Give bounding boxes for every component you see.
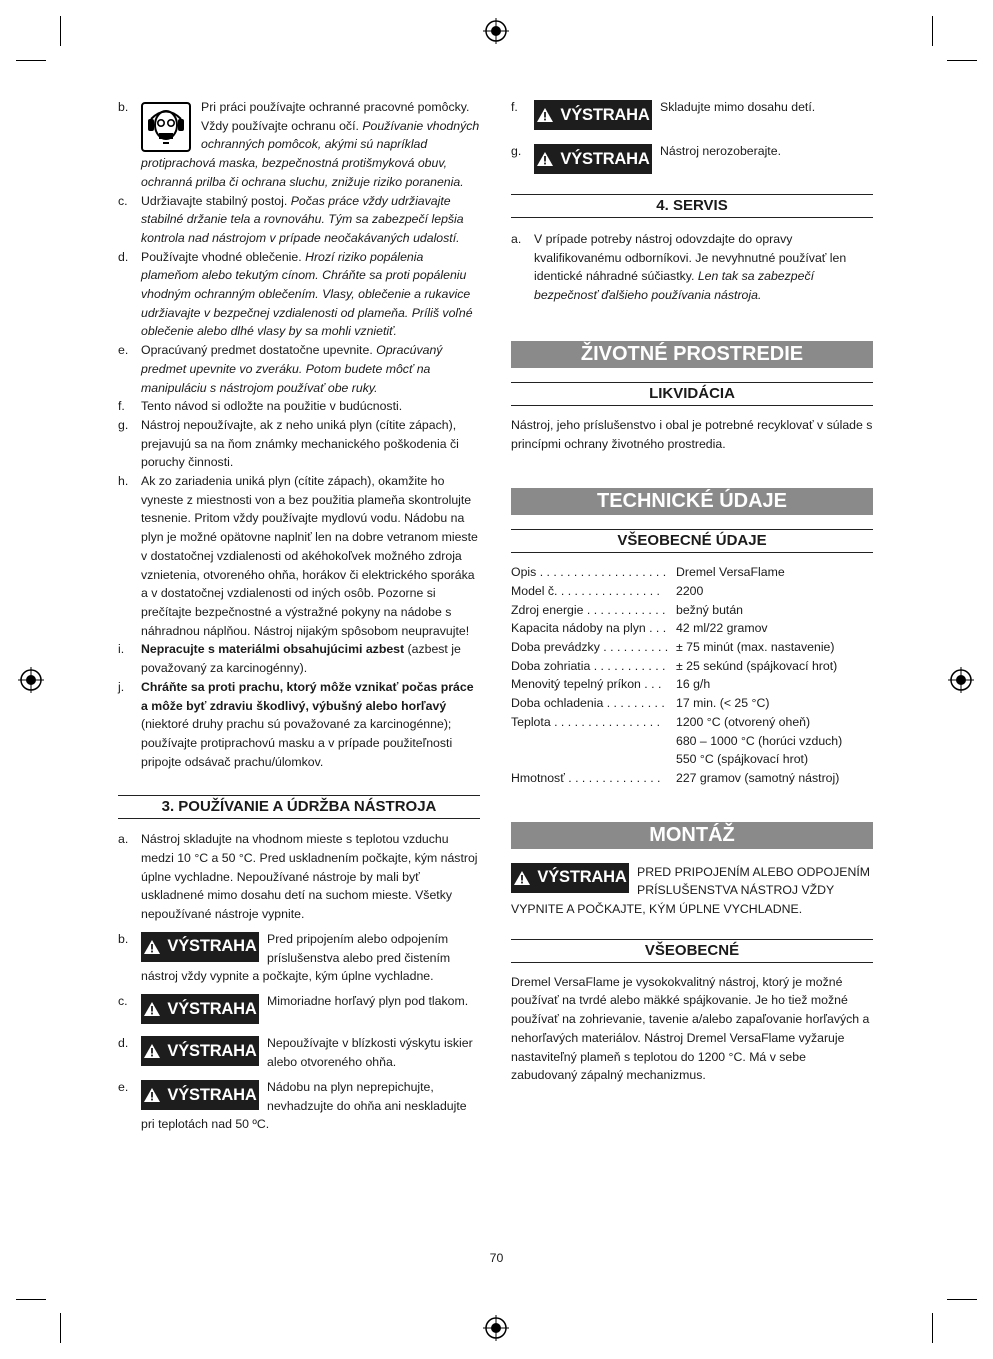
warning-label [141, 1080, 259, 1110]
item-text [534, 230, 873, 305]
text-run-italic: Hrozí riziko popálenia plameňom alebo tekutým cínom. Chráňte sa proti popáleniu vhodným ochranným oblečením. Vlasy, oblečenie a rukavice udržiavajte v bezpečnej vzdialenosti od plameňa. Príliš voľné oblečenie alebo dlhé vlasy by sa mohli vznietiť. [141, 249, 473, 339]
spec-key [511, 732, 676, 751]
item-text [141, 678, 480, 772]
section-heading: VŠEOBECNÉ [511, 939, 873, 963]
text-run: Používajte vhodné oblečenie. [141, 249, 306, 264]
list-item [118, 397, 480, 416]
warning-triangle-icon [143, 1087, 161, 1103]
item-text [141, 341, 480, 397]
spec-value: bežný bután [676, 602, 744, 617]
protective-equipment-icon [141, 102, 191, 152]
registration-mark-icon [483, 18, 509, 44]
crop-mark [947, 1299, 977, 1300]
list-item [118, 192, 480, 248]
warning-item [118, 992, 480, 1028]
text-run: V prípade potreby nástroj odovzdajte do opravy kvalifikovanému odborníkovi. Je nevyhnutné používať len identické náhradné súčiastky. [534, 232, 847, 284]
warning-item [511, 98, 873, 136]
assembly-warning-text: PRED PRIPOJENÍM ALEBO ODPOJENÍM PRÍSLUŠENSTVA NÁSTROJ VŽDY VYPNITE A POČKAJTE, KÝM ÚPLNE VYCHLADNE. [511, 864, 871, 917]
crop-mark [932, 1313, 933, 1343]
spec-key: Teplota . . . . . . . . . . . . . . . . [511, 714, 660, 729]
warning-label [141, 1036, 259, 1066]
list-letter: e. [118, 343, 129, 358]
item-text [141, 640, 480, 677]
warning-label [141, 994, 259, 1024]
list-letter: c. [118, 193, 128, 208]
spec-row [511, 675, 873, 694]
item-text: Nástroj skladujte na vhodnom mieste s teplotou vzduchu medzi 10 °C a 50 °C. Pred uskladnením počkajte, kým nástroj úplne vychladne. Nepoužívané nástroje by mali byť uskladnené mimo dosahu detí na suchom mieste. Všetky nepoužívané nástroje vypnite. [141, 832, 478, 922]
spec-row [511, 582, 873, 601]
list-letter: d. [118, 249, 129, 264]
list-letter: d. [118, 1035, 129, 1050]
spec-key: Model č. . . . . . . . . . . . . . . . [511, 583, 660, 598]
list-letter: j. [118, 679, 125, 694]
spec-row [511, 769, 873, 788]
registration-mark-icon [948, 667, 974, 693]
item-text [141, 472, 480, 640]
spec-value: 17 min. (< 25 °C) [676, 696, 770, 711]
text-run: Opracúvaný predmet dostatočne upevnite. [141, 343, 377, 358]
spec-value: 227 gramov (samotný nástroj) [676, 770, 840, 785]
text-run: (azbest je považovaný za karcinogénny). [141, 642, 461, 676]
section-heading: 4. SERVIS [511, 194, 873, 218]
warning-label-text: VÝSTRAHA [560, 149, 650, 168]
spec-row [511, 619, 873, 638]
list-item [118, 640, 480, 677]
left-column [118, 98, 480, 1134]
list-item [118, 472, 480, 640]
spec-value: 2200 [676, 583, 704, 598]
general-text: Dremel VersaFlame je vysokokvalitný nástroj, ktorý je možné používať na tvrdé alebo mäkké spájkovanie. Je ho tiež možné používať na zohrievanie, tavenie a/alebo zapaľovanie horľavých a nehorľavých materiálov. Nástroj Dremel VersaFlame vyžaruje nastaviteľný plameň s teplotou do 1200 °C. Má v sebe zabudovaný zápalný mechanizmus. [511, 974, 870, 1083]
warning-triangle-icon [143, 1043, 161, 1059]
warning-label-text: VÝSTRAHA [167, 1041, 257, 1060]
spec-key: Doba prevádzky . . . . . . . . . . [511, 640, 669, 655]
spec-value: 550 °C (spájkovací hrot) [676, 752, 809, 767]
spec-value: 42 ml/22 gramov [676, 621, 768, 636]
crop-mark [947, 60, 977, 61]
warning-item [118, 930, 480, 986]
spec-key: Opis . . . . . . . . . . . . . . . . . . . [511, 565, 667, 580]
warning-triangle-icon [536, 151, 554, 167]
assembly-warning [511, 863, 873, 919]
warning-item [118, 1078, 480, 1134]
warning-label-text: VÝSTRAHA [167, 1085, 257, 1104]
text-run: Tento návod si odložte na použitie v budúcnosti. [141, 399, 403, 414]
spec-key [511, 750, 676, 769]
spec-row [511, 732, 873, 751]
list-letter: h. [118, 474, 129, 489]
section-heading: VŠEOBECNÉ ÚDAJE [511, 529, 873, 553]
section-heading: LIKVIDÁCIA [511, 382, 873, 406]
warning-label-text: VÝSTRAHA [167, 999, 257, 1018]
item-text: Nádobu na plyn neprepichujte, nevhadzujte do ohňa ani neskladujte pri teplotách nad 50 ºC. [141, 1079, 467, 1132]
text-run: Ak zo zariadenia uniká plyn (cítite zápach), okamžite ho vyneste z miestnosti von a bez použitia plameňa skontrolujte tesnenie. Pritom vždy používajte mydlovú vodu. Nádobu na plyn je možné opätovne naplniť len na dobre vetranom mieste v dostatočnej vzdialenosti od akéhokoľvek možného zdroja vznietenia, otvoreného ohňa, horákov či elektrického sporáka a v dostatočnej vzdialenosti od iných osôb. Pozorne si prečítajte bezpečnostné a výstražné pokyny na nádobe s náhradnou náplňou. Nástroj nijakým spôsobom neupravujte! [141, 474, 478, 638]
spec-row [511, 657, 873, 676]
registration-mark-icon [483, 1315, 509, 1341]
right-column [511, 98, 873, 1085]
section-band: ŽIVOTNÉ PROSTREDIE [511, 341, 873, 368]
text-run-italic: Používanie vhodných ochranných pomôcok, akými sú napríklad protiprachová maska, bezpečnostná protišmyková obuv, ochranná prilba či ochrana sluchu, znižuje riziko poranenia. [141, 118, 480, 189]
warning-label-text: VÝSTRAHA [560, 105, 650, 124]
spec-row [511, 750, 873, 769]
spec-row [511, 713, 873, 732]
item-text [141, 192, 480, 248]
crop-mark [60, 1313, 61, 1343]
list-letter: g. [118, 417, 129, 432]
list-letter: c. [118, 993, 128, 1008]
warning-label [534, 100, 652, 130]
crop-mark [60, 16, 61, 46]
list-letter: b. [118, 100, 129, 114]
item-text: Nepoužívajte v blízkosti výskytu iskier alebo otvoreného ohňa. [267, 1035, 473, 1069]
spec-value: ± 25 sekúnd (spájkovací hrot) [676, 658, 838, 673]
item-text [141, 248, 480, 342]
text-run-italic: Len tak sa zabezpečí bezpečnosť ďalšieho používania nástroja. [534, 269, 815, 303]
warning-label-text: VÝSTRAHA [537, 868, 627, 887]
item-text [141, 98, 480, 192]
item-text: Skladujte mimo dosahu detí. [660, 100, 816, 114]
text-run: Pri práci používajte ochranné pracovné pomôcky. Vždy používajte ochranu očí. [201, 100, 470, 133]
list-letter: i. [118, 642, 125, 657]
spec-value: Dremel VersaFlame [676, 565, 785, 580]
list-item [118, 341, 480, 397]
warning-triangle-icon [143, 939, 161, 955]
warning-item [511, 142, 873, 178]
warning-label [534, 144, 652, 174]
spec-table [511, 563, 873, 787]
list-item [118, 678, 480, 772]
list-item [511, 230, 873, 305]
crop-mark [16, 60, 46, 61]
spec-row [511, 694, 873, 713]
section-band: TECHNICKÉ ÚDAJE [511, 488, 873, 515]
list-item [118, 248, 480, 342]
item-text: Mimoriadne horľavý plyn pod tlakom. [267, 993, 469, 1008]
spec-key: Doba ochladenia . . . . . . . . . [511, 696, 665, 711]
item-text [141, 397, 480, 416]
warning-triangle-icon [143, 1001, 161, 1017]
warning-item [118, 1034, 480, 1072]
spec-key: Hmotnosť . . . . . . . . . . . . . . [511, 770, 661, 785]
crop-mark [932, 16, 933, 46]
spec-key: Doba zohriatia . . . . . . . . . . . [511, 658, 666, 673]
text-run-bold: Nepracujte s materiálmi obsahujúcimi azbest [141, 642, 405, 657]
spec-row [511, 638, 873, 657]
text-run: Udržiavajte stabilný postoj. [141, 193, 291, 208]
list-item [118, 830, 480, 924]
text-run-bold: Chráňte sa proti prachu, ktorý môže vznikať počas práce a môže byť zdraviu škodlivý, výbušný alebo horľavý [141, 679, 474, 713]
spec-value: 16 g/h [676, 677, 711, 692]
item-text: Pred pripojením alebo odpojením príslušenstva alebo pred čistením nástroj vždy vypnite a počkajte, kým úplne vychladne. [141, 931, 451, 984]
section-heading: 3. POUŽÍVANIE A ÚDRŽBA NÁSTROJA [118, 795, 480, 819]
list-letter: g. [511, 144, 522, 158]
spec-value: 1200 °C (otvorený oheň) [676, 714, 811, 729]
spec-value: ± 75 minút (max. nastavenie) [676, 640, 835, 655]
registration-mark-icon [18, 667, 44, 693]
list-letter: f. [511, 100, 518, 114]
list-item [118, 416, 480, 472]
warning-label [511, 863, 629, 893]
crop-mark [16, 1299, 46, 1300]
list-item [118, 98, 480, 192]
spec-key: Menovitý tepelný príkon . . . [511, 677, 662, 692]
list-letter: f. [118, 399, 125, 414]
text-run: Nástroj nepoužívajte, ak z neho uniká plyn (cítite zápach), prejavujú sa na ňom známky mechanického poškodenia či poruchy činnosti. [141, 417, 459, 470]
text-run: (niektoré druhy prachu sú považované za karcinogénne); používajte protiprachovú masku a v prípade použiteľnosti pripojte odsávač prachu/úlomkov. [141, 717, 453, 769]
spec-key: Kapacita nádoby na plyn . . . [511, 621, 667, 636]
spec-row [511, 563, 873, 582]
page-number: 70 [489, 1251, 504, 1265]
spec-key: Zdroj energie . . . . . . . . . . . . [511, 602, 666, 617]
list-letter: b. [118, 931, 129, 946]
item-text [141, 416, 480, 472]
list-letter: a. [511, 232, 522, 246]
warning-triangle-icon [536, 107, 554, 123]
warning-triangle-icon [513, 870, 531, 886]
spec-row [511, 601, 873, 620]
section-band: MONTÁŽ [511, 822, 873, 849]
warning-label-text: VÝSTRAHA [167, 937, 257, 956]
text-run-italic: Počas práce vždy udržiavajte stabilné držanie tela a rovnováhu. Tým sa zabezpečí lepšia kontrola nad nástrojom v prípade neočakávaných udalostí. [141, 193, 464, 245]
text-run-italic: Opracúvaný predmet upevnite vo zveráku. Potom budete môcť na manipuláciu s nástrojom používať obe ruky. [141, 343, 443, 395]
disposal-text: Nástroj, jeho príslušenstvo i obal je potrebné recyklovať v súlade s princípmi ochrany životného prostredia. [511, 417, 873, 451]
spec-value: 680 – 1000 °C (horúci vzduch) [676, 733, 843, 748]
warning-label [141, 932, 259, 962]
item-text: Nástroj nerozoberajte. [660, 144, 781, 158]
list-letter: e. [118, 1079, 129, 1094]
list-letter: a. [118, 832, 129, 847]
